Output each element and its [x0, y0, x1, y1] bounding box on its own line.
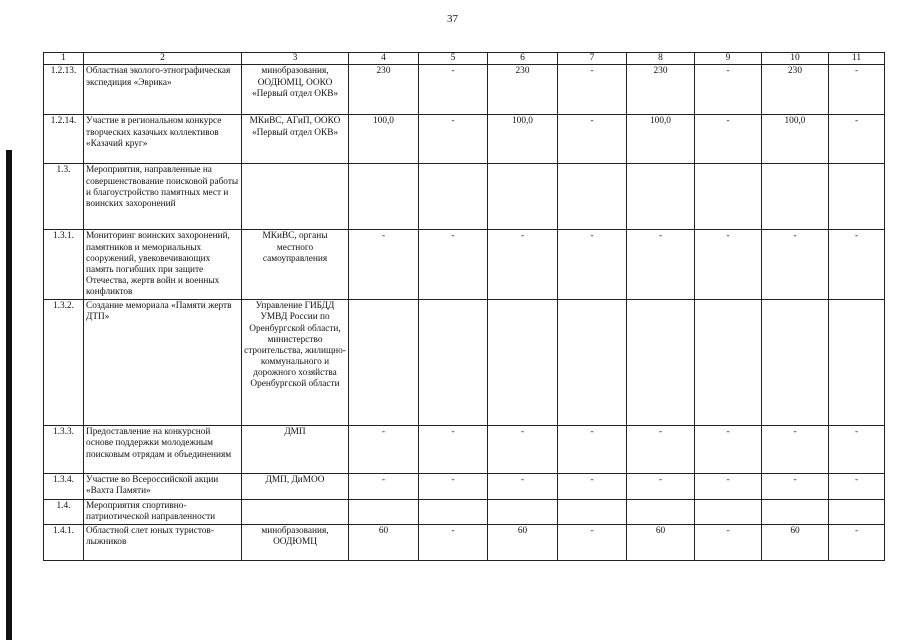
- item-code: 1.3.3.: [44, 426, 84, 474]
- header-cell: 8: [627, 53, 695, 65]
- funding-cell: [829, 300, 885, 426]
- table-row: [44, 115, 885, 164]
- funding-cell: [695, 300, 762, 426]
- funding-cell: -: [762, 474, 829, 499]
- header-cell: 1: [44, 53, 84, 65]
- funding-cell: [349, 300, 419, 426]
- table-row: [44, 426, 885, 474]
- funding-cell: -: [695, 426, 762, 474]
- funding-cell: [627, 164, 695, 230]
- item-name: Участие во Всероссийской акции «Вахта Памяти»: [84, 474, 242, 499]
- funding-cell: -: [627, 426, 695, 474]
- item-executor: ДМП, ДиМОО: [242, 474, 349, 499]
- header-cell: 6: [488, 53, 558, 65]
- item-name: Создание мемориала «Памяти жертв ДТП»: [84, 300, 242, 426]
- funding-cell: -: [488, 230, 558, 300]
- funding-cell: [762, 300, 829, 426]
- funding-cell: -: [762, 426, 829, 474]
- table-row: [44, 230, 885, 300]
- header-cell: 3: [242, 53, 349, 65]
- funding-cell: -: [419, 524, 488, 560]
- item-executor: ДМП: [242, 426, 349, 474]
- funding-cell: [488, 164, 558, 230]
- item-executor: МКиВС, АГиП, ООКО «Первый отдел ОКВ»: [242, 115, 349, 164]
- item-name: Мероприятия спортивно-патриотической направленности: [84, 499, 242, 524]
- funding-cell: [419, 499, 488, 524]
- funding-cell: 60: [349, 524, 419, 560]
- funding-cell: -: [829, 474, 885, 499]
- funding-cell: -: [558, 524, 627, 560]
- funding-cell: 60: [762, 524, 829, 560]
- funding-cell: -: [695, 474, 762, 499]
- funding-cell: [349, 499, 419, 524]
- item-executor: Управление ГИБДД УМВД России по Оренбургской области, министерство строительства, жилищно-коммунального и дорожного хозяйства Оренбургской области: [242, 300, 349, 426]
- funding-cell: 100,0: [488, 115, 558, 164]
- funding-cell: [829, 499, 885, 524]
- funding-cell: -: [558, 474, 627, 499]
- header-row: [44, 53, 885, 65]
- item-code: 1.2.13.: [44, 65, 84, 115]
- funding-cell: [558, 499, 627, 524]
- item-executor: [242, 164, 349, 230]
- item-name: Мониторинг воинских захоронений, памятников и мемориальных сооружений, увековечивающих память погибших при защите Отечества, жертв войн и военных конфликтов: [84, 230, 242, 300]
- page-number: 37: [447, 13, 458, 25]
- item-executor: минобразования, ООДЮМЦ, ООКО «Первый отдел ОКВ»: [242, 65, 349, 115]
- funding-cell: -: [695, 230, 762, 300]
- scan-edge-bar: [6, 150, 12, 640]
- funding-cell: -: [829, 524, 885, 560]
- funding-cell: [627, 499, 695, 524]
- funding-cell: [419, 164, 488, 230]
- header-cell: 7: [558, 53, 627, 65]
- funding-cell: -: [488, 474, 558, 499]
- funding-cell: [349, 164, 419, 230]
- funding-cell: [762, 499, 829, 524]
- table-row: [44, 474, 885, 499]
- table-row: [44, 499, 885, 524]
- item-executor: [242, 499, 349, 524]
- funding-cell: -: [558, 115, 627, 164]
- funding-cell: 230: [488, 65, 558, 115]
- funding-cell: -: [558, 426, 627, 474]
- item-code: 1.4.: [44, 499, 84, 524]
- table-row: [44, 65, 885, 115]
- table-row: [44, 164, 885, 230]
- funding-cell: -: [349, 474, 419, 499]
- funding-cell: 230: [349, 65, 419, 115]
- item-code: 1.3.: [44, 164, 84, 230]
- funding-cell: -: [829, 230, 885, 300]
- item-executor: минобразования, ООДЮМЦ: [242, 524, 349, 560]
- funding-cell: -: [349, 426, 419, 474]
- funding-cell: -: [419, 65, 488, 115]
- item-name: Областной слет юных туристов-лыжников: [84, 524, 242, 560]
- table-row: [44, 300, 885, 426]
- funding-cell: -: [762, 230, 829, 300]
- funding-cell: -: [419, 426, 488, 474]
- funding-cell: -: [695, 524, 762, 560]
- funding-cell: -: [558, 65, 627, 115]
- funding-cell: -: [627, 230, 695, 300]
- funding-cell: 100,0: [762, 115, 829, 164]
- funding-cell: 230: [762, 65, 829, 115]
- funding-cell: 60: [627, 524, 695, 560]
- item-code: 1.2.14.: [44, 115, 84, 164]
- funding-cell: -: [627, 474, 695, 499]
- program-table: [43, 52, 885, 561]
- item-name: Мероприятия, направленные на совершенствование поисковой работы и благоустройство памятных мест и воинских захоронений: [84, 164, 242, 230]
- funding-cell: -: [829, 426, 885, 474]
- item-code: 1.3.2.: [44, 300, 84, 426]
- header-cell: 4: [349, 53, 419, 65]
- funding-cell: [695, 499, 762, 524]
- funding-cell: -: [419, 115, 488, 164]
- header-cell: 9: [695, 53, 762, 65]
- funding-cell: 100,0: [349, 115, 419, 164]
- funding-cell: -: [488, 426, 558, 474]
- item-name: Областная эколого-этнографическая экспедиция «Эврика»: [84, 65, 242, 115]
- item-code: 1.3.1.: [44, 230, 84, 300]
- header-cell: 5: [419, 53, 488, 65]
- funding-cell: [829, 164, 885, 230]
- funding-cell: [419, 300, 488, 426]
- funding-cell: 230: [627, 65, 695, 115]
- funding-cell: [762, 164, 829, 230]
- funding-cell: -: [558, 230, 627, 300]
- funding-cell: 100,0: [627, 115, 695, 164]
- funding-cell: -: [419, 230, 488, 300]
- funding-cell: [695, 164, 762, 230]
- item-name: Предоставление на конкурсной основе поддержки молодежным поисковым отрядам и объединениям: [84, 426, 242, 474]
- table-row: [44, 524, 885, 560]
- funding-cell: -: [695, 65, 762, 115]
- funding-cell: -: [695, 115, 762, 164]
- item-code: 1.4.1.: [44, 524, 84, 560]
- funding-cell: [558, 300, 627, 426]
- funding-cell: [488, 300, 558, 426]
- funding-cell: [627, 300, 695, 426]
- funding-cell: 60: [488, 524, 558, 560]
- funding-cell: -: [829, 115, 885, 164]
- item-executor: МКиВС, органы местного самоуправления: [242, 230, 349, 300]
- header-cell: 10: [762, 53, 829, 65]
- header-cell: 11: [829, 53, 885, 65]
- item-code: 1.3.4.: [44, 474, 84, 499]
- item-name: Участие в региональном конкурсе творческих казачьих коллективов «Казачий круг»: [84, 115, 242, 164]
- funding-cell: -: [349, 230, 419, 300]
- funding-cell: [488, 499, 558, 524]
- funding-cell: -: [419, 474, 488, 499]
- funding-cell: [558, 164, 627, 230]
- header-cell: 2: [84, 53, 242, 65]
- funding-cell: -: [829, 65, 885, 115]
